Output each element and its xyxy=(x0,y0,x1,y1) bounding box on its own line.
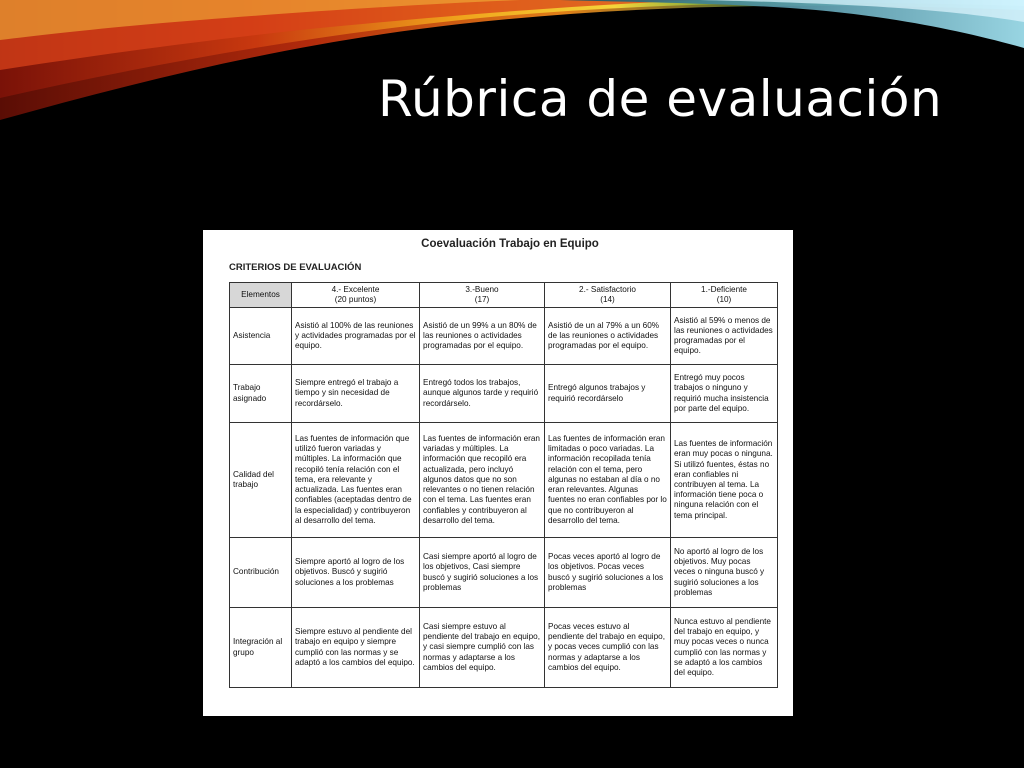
header-bueno: 3.-Bueno (17) xyxy=(420,283,545,308)
table-cell: Siempre aportó al logro de los objetivos. Buscó y sugirió soluciones a los problemas xyxy=(292,538,420,608)
table-row xyxy=(230,423,778,538)
row-element-label: Asistencia xyxy=(230,308,292,365)
table-cell: Entregó todos los trabajos, aunque algunos tarde y requirió recordárselo. xyxy=(420,365,545,423)
header-excelente: 4.- Excelente (20 puntos) xyxy=(292,283,420,308)
table-row xyxy=(230,308,778,365)
table-cell: Siempre entregó el trabajo a tiempo y sin necesidad de recordárselo. xyxy=(292,365,420,423)
table-cell: Asistió de un al 79% a un 60% de las reuniones o actividades programadas por el equipo. xyxy=(545,308,671,365)
rubric-table xyxy=(229,282,778,688)
table-cell: Nunca estuvo al pendiente del trabajo en equipo, y muy pocas veces o nunca cumplió con las normas y se adaptó a los cambios del equipo. xyxy=(671,608,778,688)
criteria-heading: CRITERIOS DE EVALUACIÓN xyxy=(229,262,362,273)
table-cell: Asistió al 59% o menos de las reuniones o actividades programadas por el equipo. xyxy=(671,308,778,365)
table-cell: Entregó algunos trabajos y requirió recordárselo xyxy=(545,365,671,423)
table-cell: Las fuentes de información que utilizó fueron variadas y múltiples. La información que recopiló tenía relación con el tema, era relevante y actualizada. Las fuentes eran confiables (aceptadas dentro de la especialidad) y contribuyeron al desarrollo del tema. xyxy=(292,423,420,538)
table-cell: Casi siempre aportó al logro de los objetivos, Casi siempre buscó y sugirió soluciones a los problemas xyxy=(420,538,545,608)
document-title: Coevaluación Trabajo en Equipo xyxy=(421,238,599,250)
table-cell: Pocas veces estuvo al pendiente del trabajo en equipo, y pocas veces cumplió con las normas y adaptarse a los cambios del equipo. xyxy=(545,608,671,688)
table-cell: Las fuentes de información eran variadas y múltiples. La información que recopiló era actualizada, pero incluyó algunos datos que no son relevantes o no tienen relación con el tema. Las fuentes eran confiables y contribuyeron al desarrollo del tema. xyxy=(420,423,545,538)
table-cell: Casi siempre estuvo al pendiente del trabajo en equipo, y casi siempre cumplió con las normas y adaptarse a los cambios del equipo. xyxy=(420,608,545,688)
table-cell: Asistió al 100% de las reuniones y actividades programadas por el equipo. xyxy=(292,308,420,365)
table-cell: Asistió de un 99% a un 80% de las reuniones o actividades programadas por el equipo. xyxy=(420,308,545,365)
header-deficiente: 1.-Deficiente (10) xyxy=(671,283,778,308)
table-cell: Pocas veces aportó al logro de los objetivos. Pocas veces buscó y sugirió soluciones a los problemas xyxy=(545,538,671,608)
table-cell: Las fuentes de información eran limitadas o poco variadas. La información recopilada tenía relación con el tema, pero algunas no estaban al día o no eran relevantes. Algunas fuentes no eran confiables por lo que no contribuyeron al desarrollo del tema. xyxy=(545,423,671,538)
header-satisfactorio: 2.- Satisfactorio (14) xyxy=(545,283,671,308)
table-row xyxy=(230,608,778,688)
slide-title: Rúbrica de evaluación xyxy=(378,70,943,128)
row-element-label: Trabajo asignado xyxy=(230,365,292,423)
table-cell: Entregó muy pocos trabajos o ninguno y requirió mucha insistencia por parte del equipo. xyxy=(671,365,778,423)
table-cell: Siempre estuvo al pendiente del trabajo en equipo y siempre cumplió con las normas y se adaptó a los cambios del equipo. xyxy=(292,608,420,688)
rubric-document-image xyxy=(203,230,793,716)
header-row xyxy=(230,283,778,308)
table-cell: Las fuentes de información eran muy pocas o ninguna. Si utilizó fuentes, éstas no eran confiables ni contribuyen al tema. La información tiene poca o ninguna relación con el tema principal. xyxy=(671,423,778,538)
table-row xyxy=(230,365,778,423)
table-cell: No aportó al logro de los objetivos. Muy pocas veces o ninguna buscó y sugirió soluciones a los problemas xyxy=(671,538,778,608)
row-element-label: Calidad del trabajo xyxy=(230,423,292,538)
row-element-label: Contribución xyxy=(230,538,292,608)
header-elementos: Elementos xyxy=(230,283,292,308)
row-element-label: Integración al grupo xyxy=(230,608,292,688)
table-row xyxy=(230,538,778,608)
